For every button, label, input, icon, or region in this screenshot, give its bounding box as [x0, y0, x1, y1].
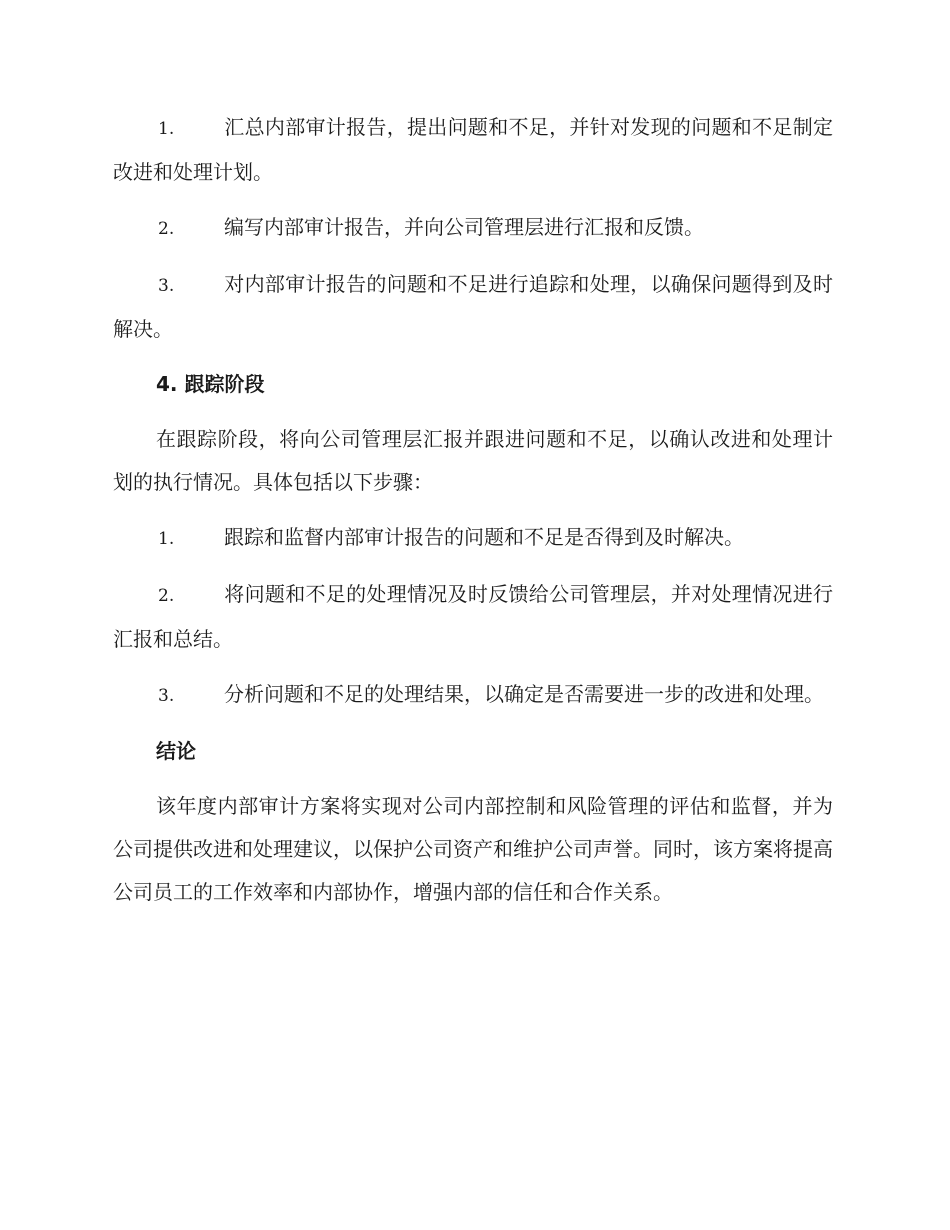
list-item: [113, 106, 833, 194]
section-heading-conclusion: 结论: [156, 739, 196, 763]
list-item: [113, 263, 833, 351]
list-number: 2.: [158, 586, 175, 606]
list-number: 1.: [158, 529, 175, 549]
document-body: [113, 106, 833, 926]
list-text: 分析问题和不足的处理结果，以确定是否需要进一步的改进和处理。: [224, 682, 824, 706]
list-text: 编写内部审计报告，并向公司管理层进行汇报和反馈。: [224, 215, 704, 239]
list-text: 汇总内部审计报告，提出问题和不足，并针对发现的问题和不足制定改进和处理计划。: [113, 115, 833, 184]
conclusion-paragraph: 该年度内部审计方案将实现对公司内部控制和风险管理的评估和监督，并为公司提供改进和处理建议，以保护公司资产和维护公司声誉。同时，该方案将提高公司员工的工作效率和内部协作，增强内部的信任和合作关系。: [113, 794, 833, 904]
list-item: [113, 516, 833, 561]
list-text: 对内部审计报告的问题和不足进行追踪和处理，以确保问题得到及时解决。: [113, 272, 833, 341]
section-intro-paragraph: 在跟踪阶段，将向公司管理层汇报并跟进问题和不足，以确认改进和处理计划的执行情况。具体包括以下步骤：: [113, 427, 833, 494]
list-number: 3.: [158, 686, 175, 706]
list-text: 跟踪和监督内部审计报告的问题和不足是否得到及时解决。: [224, 525, 744, 549]
section-heading-tracking: 4. 跟踪阶段: [156, 372, 265, 396]
list-number: 2.: [158, 219, 175, 239]
list-item: [113, 206, 833, 251]
list-number: 1.: [158, 119, 175, 139]
list-text: 将问题和不足的处理情况及时反馈给公司管理层，并对处理情况进行汇报和总结。: [113, 582, 833, 651]
list-item: [113, 673, 833, 718]
list-number: 3.: [158, 276, 175, 296]
list-item: [113, 573, 833, 661]
